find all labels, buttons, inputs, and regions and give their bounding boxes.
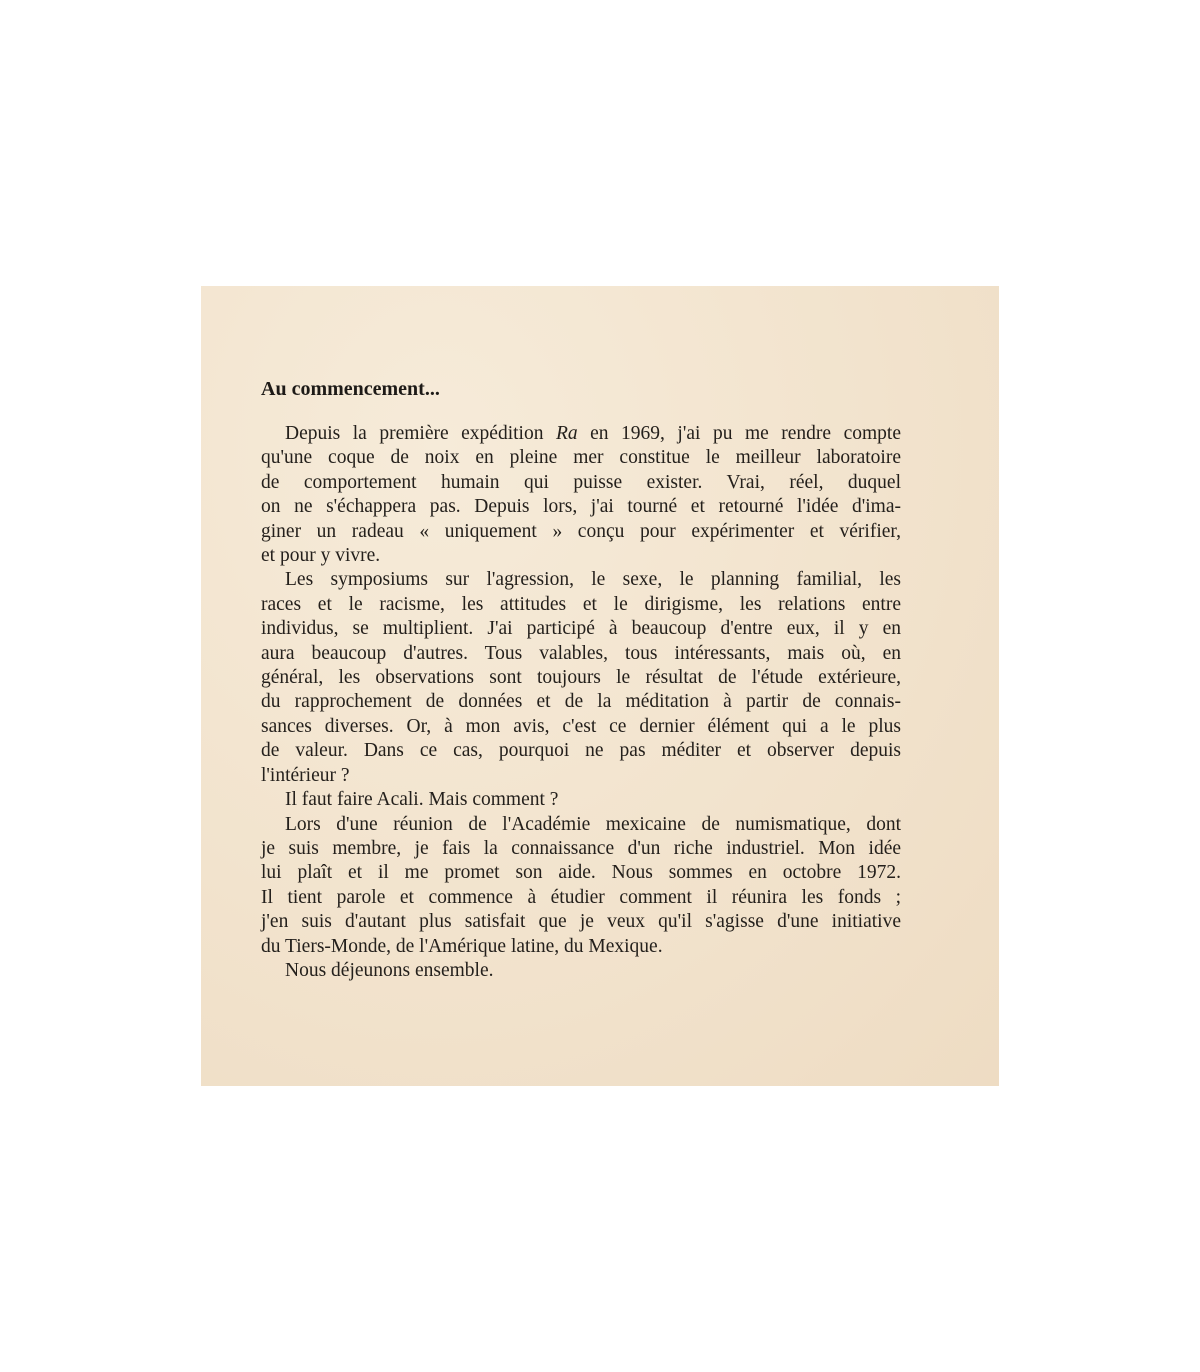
text-line: j'en suis d'autant plus satisfait que je veux qu'il s'agisse d'une initiative bbox=[261, 911, 901, 933]
text-line: giner un radeau « uniquement » conçu pour expérimenter et vérifier, bbox=[261, 520, 901, 542]
paragraph-5 bbox=[261, 959, 901, 983]
text-line: de comportement humain qui puisse exister. Vrai, réel, duquel bbox=[261, 471, 901, 493]
text-line: Depuis la première expédition Ra en 1969, j'ai pu me rendre compte bbox=[285, 423, 901, 444]
text-line: Il tient parole et commence à étudier comment il réunira les fonds ; bbox=[261, 886, 901, 908]
text-line: de valeur. Dans ce cas, pourquoi ne pas méditer et observer depuis bbox=[261, 740, 901, 762]
text-line: qu'une coque de noix en pleine mer constitue le meilleur laboratoire bbox=[261, 447, 901, 469]
paragraph-3 bbox=[261, 788, 901, 812]
text-line: Nous déjeunons ensemble. bbox=[285, 959, 494, 981]
text-line: du rapprochement de données et de la méditation à partir de connais- bbox=[261, 691, 901, 713]
paragraph-4 bbox=[261, 813, 901, 959]
text-line: l'intérieur ? bbox=[261, 764, 350, 786]
text-line: général, les observations sont toujours le résultat de l'étude extérieure, bbox=[261, 667, 901, 689]
text-line: individus, se multiplient. J'ai participé à beaucoup d'entre eux, il y en bbox=[261, 618, 901, 640]
text-line: je suis membre, je fais la connaissance d'un riche industriel. Mon idée bbox=[261, 837, 901, 859]
text-line: Les symposiums sur l'agression, le sexe, le planning familial, les bbox=[285, 569, 901, 591]
ra-title: Ra bbox=[555, 423, 578, 444]
text-line: Il faut faire Acali. Mais comment ? bbox=[285, 789, 559, 811]
chapter-body bbox=[261, 422, 901, 983]
text-line: lui plaît et il me promet son aide. Nous sommes en octobre 1972. bbox=[261, 862, 901, 884]
text-line: on ne s'échappera pas. Depuis lors, j'ai tourné et retourné l'idée d'ima- bbox=[261, 496, 901, 518]
chapter-heading: Au commencement... bbox=[261, 378, 440, 400]
text-line: et pour y vivre. bbox=[261, 545, 381, 567]
text-line: du Tiers-Monde, de l'Amérique latine, du Mexique. bbox=[261, 935, 663, 957]
paragraph-1 bbox=[261, 422, 901, 568]
paragraph-2 bbox=[261, 568, 901, 788]
text-line: races et le racisme, les attitudes et le dirigisme, les relations entre bbox=[261, 593, 901, 615]
book-page bbox=[201, 286, 999, 1086]
text-line: Lors d'une réunion de l'Académie mexicaine de numismatique, dont bbox=[285, 813, 901, 835]
text-line: sances diverses. Or, à mon avis, c'est ce dernier élément qui a le plus bbox=[261, 715, 901, 737]
text-line: aura beaucoup d'autres. Tous valables, tous intéressants, mais où, en bbox=[261, 642, 901, 664]
